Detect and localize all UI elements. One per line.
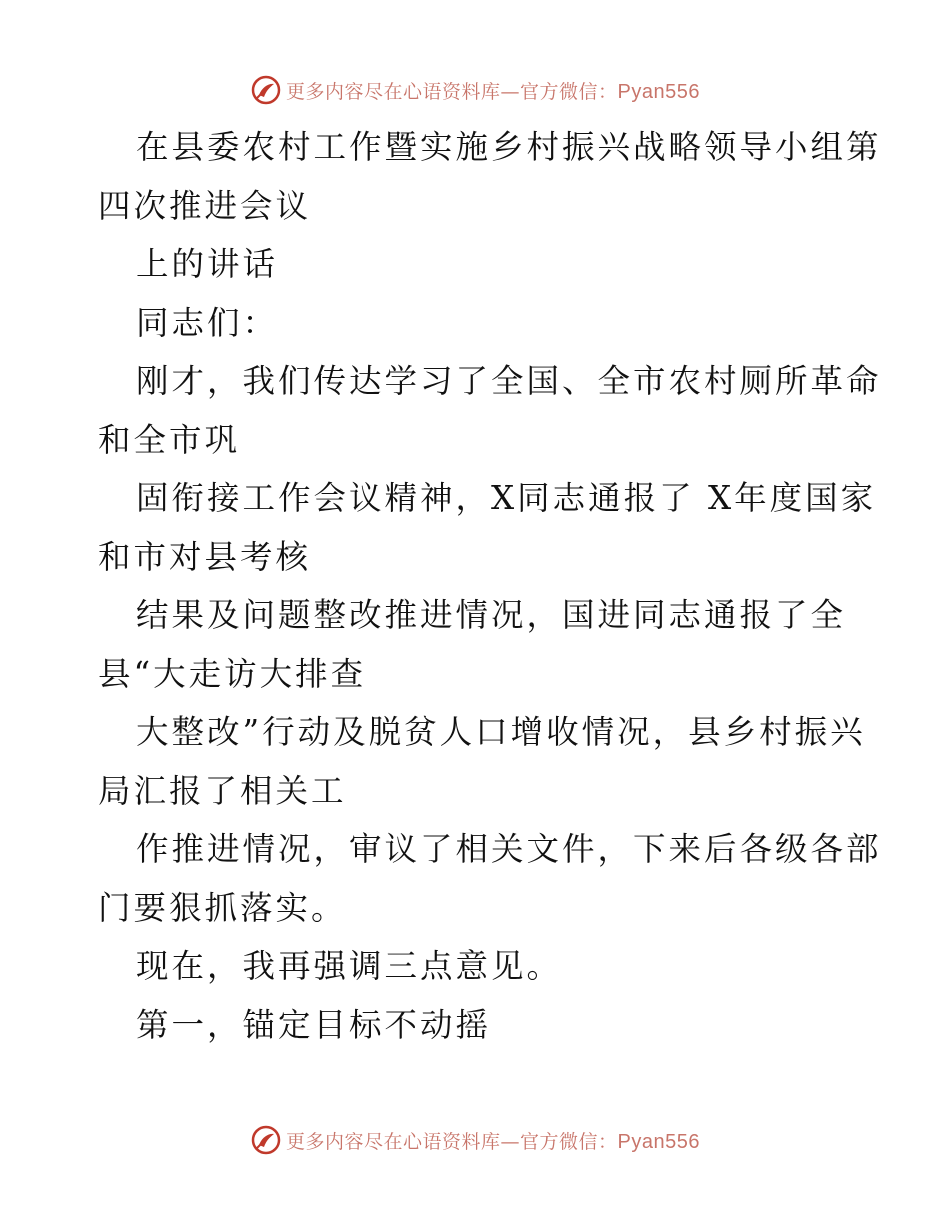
document-line: 作推进情况，审议了相关文件，下来后各级各部 xyxy=(136,830,882,868)
document-line: 门要狠抓落实。 xyxy=(98,888,347,927)
document-line: 结果及问题整改推进情况，国进同志通报了全 xyxy=(136,596,847,634)
document-line: 局汇报了相关工 xyxy=(98,771,347,810)
header-banner xyxy=(0,70,950,110)
document-line: 在县委农村工作暨实施乡村振兴战略领导小组第 xyxy=(136,128,882,166)
document-line: 现在，我再强调三点意见。 xyxy=(136,947,563,985)
document-line: 和全市巩 xyxy=(98,420,241,459)
document-line: 刚才，我们传达学习了全国、全市农村厕所革命 xyxy=(136,362,882,400)
document-line: 第一，锚定目标不动摇 xyxy=(136,1005,492,1044)
document-line: 固衔接工作会议精神，X同志通报了 X年度国家 xyxy=(136,479,877,517)
document-line: 四次推进会议 xyxy=(98,186,312,225)
header-text-cn: 更多内容尽在心语资料库—官方微信： xyxy=(286,80,618,103)
footer-banner xyxy=(0,1120,950,1160)
document-body xyxy=(98,118,882,1054)
header-text xyxy=(286,77,700,104)
footer-text xyxy=(286,1127,700,1154)
document-line: 大整改”行动及脱贫人口增收情况，县乡村振兴 xyxy=(136,713,866,751)
document-line: 和市对县考核 xyxy=(98,537,312,576)
footer-text-cn: 更多内容尽在心语资料库—官方微信： xyxy=(286,1130,618,1153)
footer-text-wechat-id: Pyan556 xyxy=(617,1130,700,1153)
seal-logo-icon xyxy=(250,1124,282,1156)
header-text-wechat-id: Pyan556 xyxy=(617,80,700,103)
document-line: 上的讲话 xyxy=(136,245,279,283)
document-line: 县“大走访大排查 xyxy=(98,654,367,693)
seal-logo-icon xyxy=(250,74,282,106)
document-line: 同志们： xyxy=(136,303,279,342)
